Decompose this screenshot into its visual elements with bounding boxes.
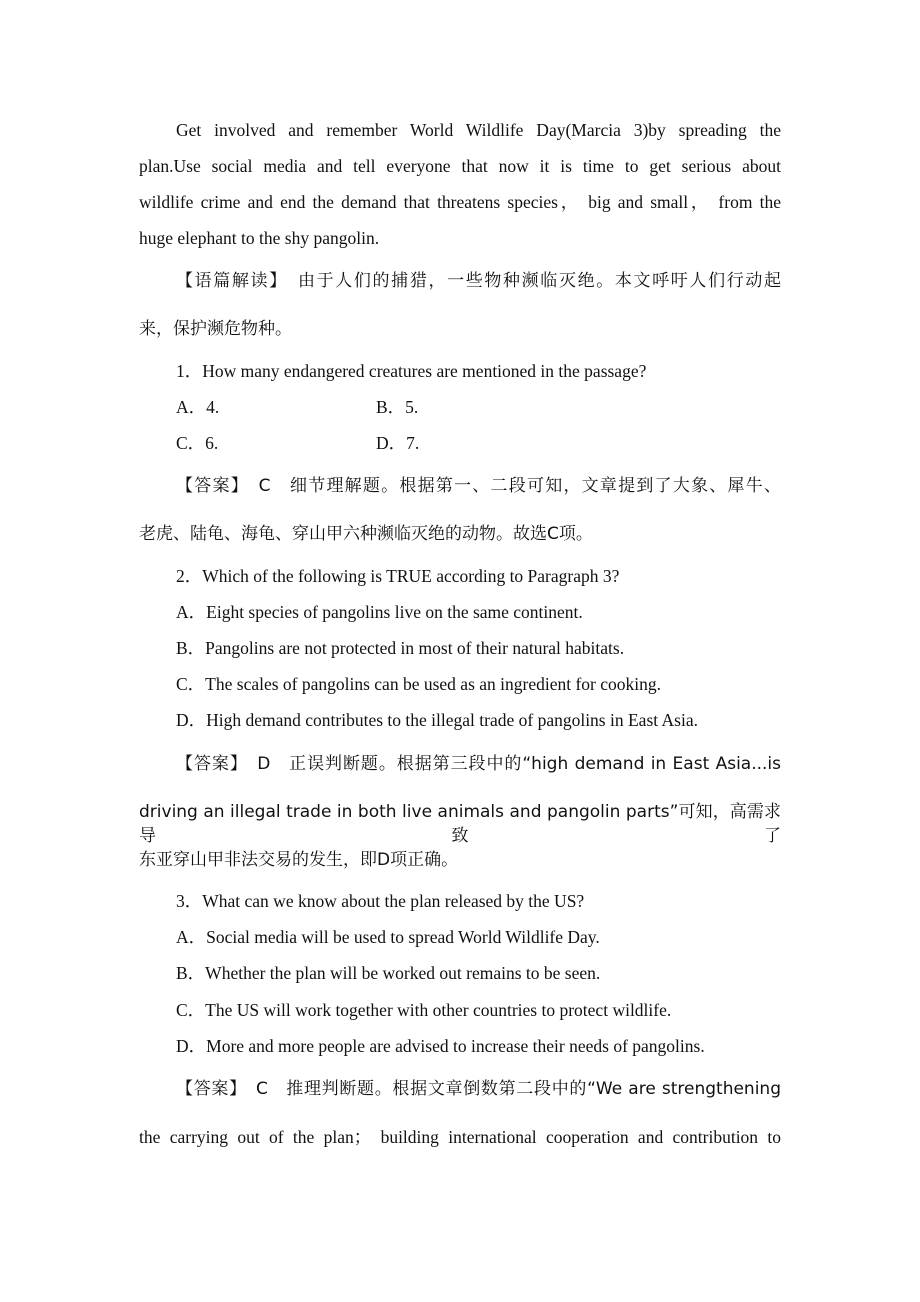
option-a: A．Eight species of pangolins live on the same continent. — [176, 602, 583, 622]
answer-line: 东亚穿山甲非法交易的发生，即D项正确。 — [139, 850, 459, 870]
summary-line: 【语篇解读】 由于人们的捕猎，一些物种濒临灭绝。本文呼吁人们行动起 — [176, 271, 781, 291]
option-c: C．The US will work together with other countries to protect wildlife. — [176, 1000, 672, 1020]
option-b: B．5. — [376, 397, 419, 417]
answer-line: 【答案】 C 细节理解题。根据第一、二段可知，文章提到了大象、犀牛、 — [176, 476, 781, 496]
summary-line: 来，保护濒危物种。 — [139, 319, 292, 339]
passage-line: wildlife crime and end the demand that threatens species， big and small， from the — [139, 192, 781, 212]
passage-line: Get involved and remember World Wildlife Day(Marcia 3)by spreading the — [176, 120, 781, 140]
answer-line: driving an illegal trade in both live animals and pangolin parts”可知，高需求导致了 — [139, 802, 781, 846]
answer-line: the carrying out of the plan； building international cooperation and contribution to — [139, 1127, 781, 1147]
option-d: D．High demand contributes to the illegal trade of pangolins in East Asia. — [176, 710, 698, 730]
option-c: C．6. — [176, 433, 219, 453]
option-c: C．The scales of pangolins can be used as an ingredient for cooking. — [176, 674, 662, 694]
option-a: A．4. — [176, 397, 220, 417]
option-d: D．More and more people are advised to increase their needs of pangolins. — [176, 1036, 705, 1056]
question-text: 2．Which of the following is TRUE according to Paragraph 3? — [176, 566, 620, 586]
answer-line: 老虎、陆龟、海龟、穿山甲六种濒临灭绝的动物。故选C项。 — [139, 524, 593, 544]
option-b: B．Pangolins are not protected in most of their natural habitats. — [176, 638, 625, 658]
passage-line: plan.Use social media and tell everyone that now it is time to get serious about — [139, 156, 781, 176]
question-text: 1．How many endangered creatures are mentioned in the passage? — [176, 361, 647, 381]
question-text: 3．What can we know about the plan released by the US? — [176, 891, 585, 911]
answer-line: 【答案】 D 正误判断题。根据第三段中的“high demand in East Asia...is — [176, 754, 781, 774]
answer-line: 【答案】 C 推理判断题。根据文章倒数第二段中的“We are strengthening — [176, 1079, 781, 1099]
option-a: A．Social media will be used to spread World Wildlife Day. — [176, 927, 600, 947]
passage-line: huge elephant to the shy pangolin. — [139, 228, 380, 248]
option-b: B．Whether the plan will be worked out remains to be seen. — [176, 963, 601, 983]
option-d: D．7. — [376, 433, 420, 453]
